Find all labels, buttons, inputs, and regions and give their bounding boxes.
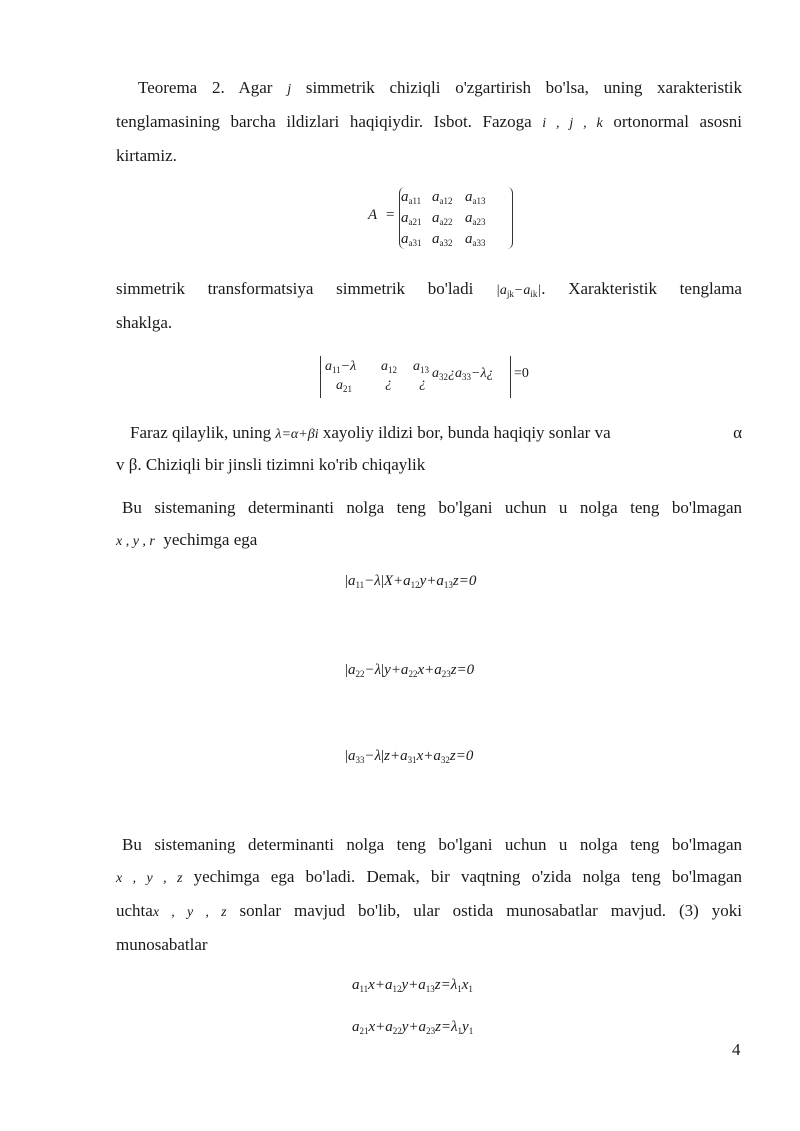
complex-root-paragraph [116,417,742,481]
det-r2c2: ¿ [385,376,392,391]
determinant-bar-right [510,356,511,398]
lambda-expression: λ=α+βi [275,427,319,442]
equation-3: $|a_{33}-\lambda|z+a_{31}x+a_{32}z=0$ [345,748,474,765]
det-r2c1: $a_{21}$ [336,378,352,394]
matrix-cell: $a_{a33}$ [465,231,486,248]
equation-2: $|a_{22}-\lambda|y+a_{22}x+a_{23}z=0$ [345,662,475,679]
symmetric-line1-rest: . Xarakteristik tenglama [541,279,742,298]
alpha-symbol: α [733,423,742,442]
determinant-line2: yechimga ega [163,530,258,549]
symmetric-line1: simmetrik transformatsiya simmetrik bo'ladi [116,279,474,298]
determinant-line1: Bu sistemaning determinanti nolga teng bo'lgani uchun u nolga teng bo'lmagan [122,498,742,517]
theorem-line2-rest: ortonormal asosni [613,112,743,131]
det-r1c3: $a_{13}$ [413,359,429,375]
matrix-cell: $a_{a13}$ [465,189,486,206]
determinant2-line1: Bu sistemaning determinanti nolga teng bo'lgani uchun u nolga teng bo'lmagan [122,835,742,854]
vars-xyz-2: x , y , z [152,905,227,920]
symmetric-line2: shaklga. [116,313,173,332]
theorem-line3: kirtamiz. [116,146,177,165]
determinant-paragraph-2 [116,829,742,961]
complex-root-text: xayoliy ildizi bor, bunda haqiqiy sonlar va [322,423,611,442]
theorem-paragraph [116,72,742,172]
determinant-paragraph-1 [116,492,742,558]
symmetric-paragraph [116,273,742,339]
theorem-line1-rest: simmetrik chiziqli o'zgartirish bo'lsa, uning xarakteristik [305,78,743,97]
symbol-j: j [287,82,292,97]
theorem-intro: Teorema 2. Agar [138,78,273,97]
determinant-bar-left [320,356,321,398]
matrix-cell: $a_{a31}$ [401,231,422,248]
relation-1: $a_{11}x+a_{12}y+a_{13}z=\lambda_1x_1$ [352,977,473,994]
det-r1c1: $a_{11}-\lambda$ [325,359,357,375]
matrix-cell: $a_{a11}$ [401,189,422,206]
matrix-cell: $a_{a32}$ [432,231,453,248]
matrix-cell: $a_{a22}$ [432,210,453,227]
determinant2-line2: yechimga ega bo'ladi. Demak, bir vaqtning o'zida nolga teng bo'lmagan [193,867,742,886]
determinant2-line3a: uchta [116,901,153,920]
vars-xyr: x , y , r [116,534,155,549]
matrix-cell: $a_{a23}$ [465,210,486,227]
det-r1c3-tail: $a_{32}¿a_{33}-\lambda¿$ [432,366,494,382]
det-r2c3: ¿ [419,376,426,391]
equation-1: $|a_{11}-\lambda|X+a_{12}y+a_{13}z=0$ [345,573,477,590]
matrix-lhs: A [368,207,378,223]
basis-ijk: i , j , k [542,116,603,131]
determinant2-line3b: sonlar mavjud bo'lib, ular ostida munosabatlar mavjud. (3) yoki [239,901,742,920]
vars-xyz: x , y , z [116,871,183,886]
det-rhs: =0 [514,366,529,381]
complex-root-intro: Faraz qilaylik, uning [130,423,272,442]
matrix-equals: = [386,207,395,223]
theorem-line2: tenglamasining barcha ildizlari haqiqiydir. Isbot. Fazoga [116,112,532,131]
matrix-cell: $a_{a21}$ [401,210,422,227]
determinant2-line4: munosabatlar [116,935,208,954]
matrix-cell: $a_{a12}$ [432,189,453,206]
relation-2: $a_{21}x+a_{22}y+a_{23}z=\lambda_1y_1$ [352,1019,474,1036]
page-number: 4 [732,1040,741,1059]
symmetry-condition: $|a_{jk}-a_{ik}|$ [496,283,542,299]
det-r1c2: $a_{12}$ [381,359,397,375]
complex-root-line2: v β. Chiziqli bir jinsli tizimni ko'rib chiqaylik [116,455,426,474]
